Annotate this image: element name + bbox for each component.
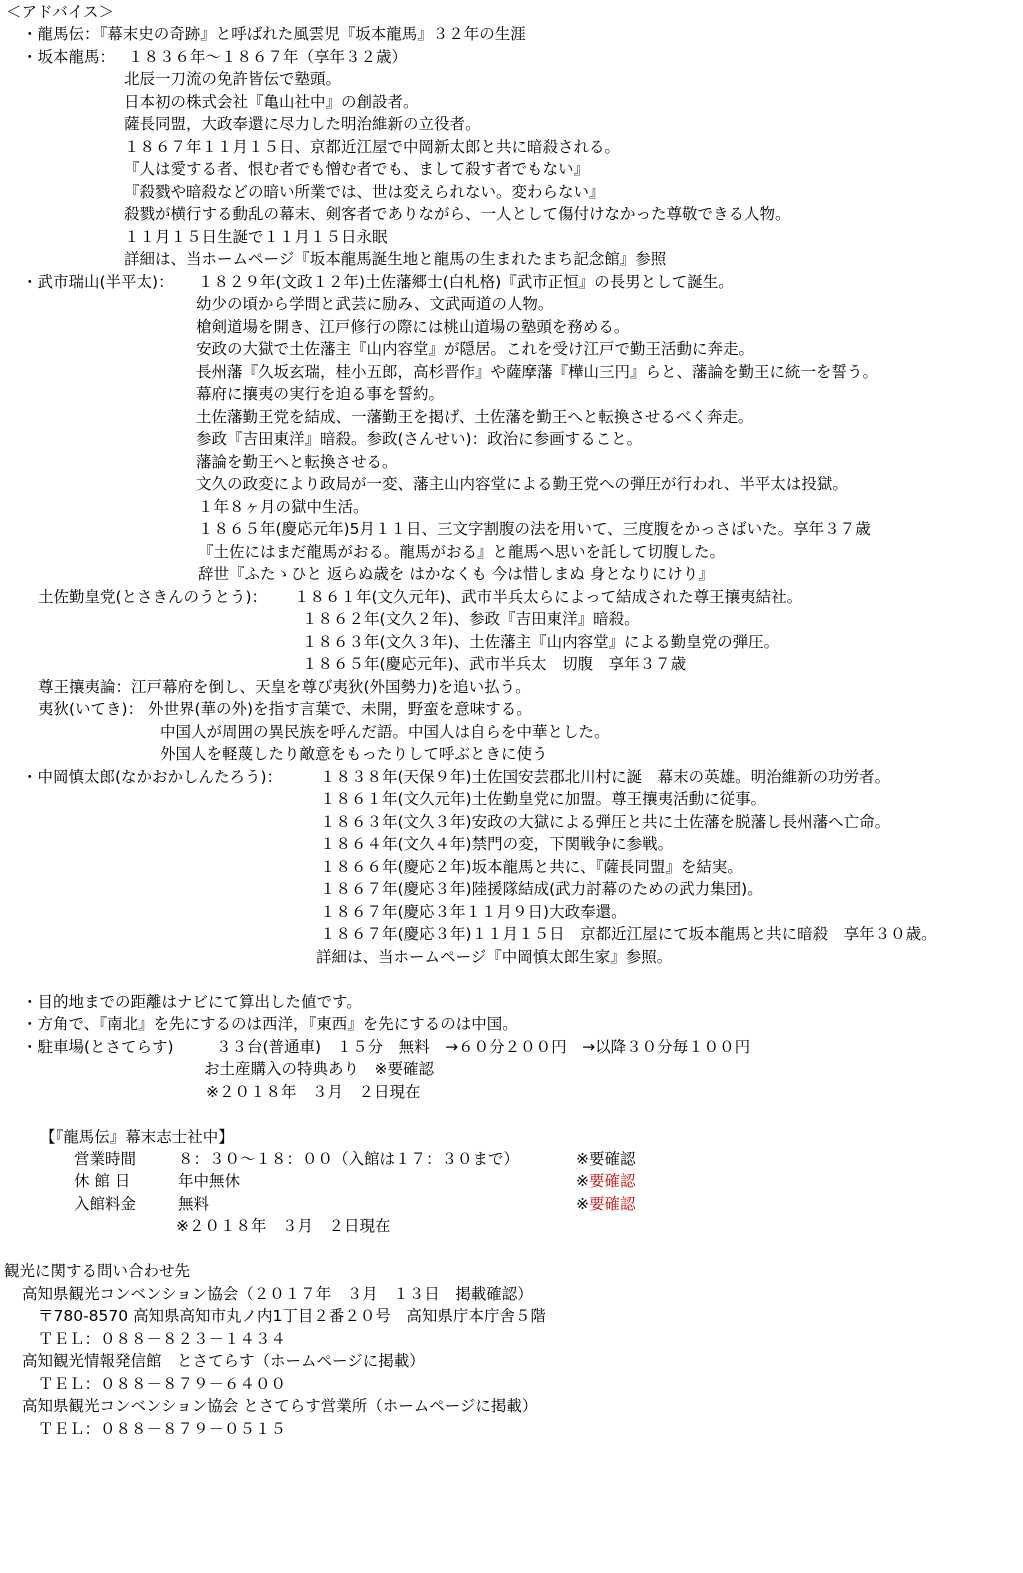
takechi-label: ・武市瑞山(半平太)： (22, 273, 174, 291)
kinnoutou-label: 土佐勤皇党(とさきんのうとう)： (38, 588, 268, 606)
ryoumaden-line: ・龍馬伝：『幕末史の奇跡』と呼ばれた風雲児『坂本龍馬』３２年の生涯 (22, 25, 526, 43)
sakamoto-line: １８３６年～１８６７年（享年３２歳） (128, 48, 408, 66)
nakaoka-label: ・中岡慎太郎(なかおかしんたろう)： (22, 768, 283, 786)
nakaoka-line: １８６７年(慶応３年)１１月１５日 京都近江屋にて坂本龍馬と共に暗殺 享年３０歳。 (320, 925, 937, 943)
contact-org: 高知県観光コンベンション協会 とさてらす営業所（ホームページに掲載） (22, 1397, 538, 1415)
facility-row-note (576, 1171, 636, 1193)
facility-row-note: ※要確認 (576, 1150, 636, 1168)
nakaoka-line: １８６７年(慶応３年１１月９日)大政奉還。 (320, 903, 627, 921)
iteki-line: 外国人を軽蔑したり敵意をもったりして呼ぶときに使う (160, 745, 548, 763)
sonnou-line: 尊王攘夷論：江戸幕府を倒し、天皇を尊び夷狄(外国勢力)を追い払う。 (38, 678, 531, 696)
iteki-line: 中国人が周囲の異民族を呼んだ語。中国人は自らを中華とした。 (160, 723, 610, 741)
sakamoto-line: 『殺戮や暗殺などの暗い所業では、世は変えられない。変わらない』 (124, 183, 605, 201)
kinnoutou-line: １８６３年(文久３年)、土佐藩主『山内容堂』による勤皇党の弾圧。 (302, 633, 780, 651)
takechi-line: 幕府に攘夷の実行を迫る事を誓約。 (196, 385, 445, 403)
facility-row-label: 入館料金 (74, 1195, 137, 1213)
contact-tel: ＴＥＬ：０８８－８７９－６４００ (38, 1375, 287, 1393)
contact-tel: ＴＥＬ：０８８－８７９－０５１５ (38, 1420, 287, 1438)
takechi-line: 安政の大獄で土佐藩主『山内容堂』が隠居。これを受け江戸で勤王活動に奔走。 (196, 340, 755, 358)
takechi-line: 長州藩『久坂玄瑞，桂小五郎，高杉晋作』や薩摩藩『樺山三円』らと、藩論を勤王に統一を誓う。 (196, 363, 879, 381)
facility-row-note (576, 1194, 636, 1216)
facility-row-value: ８：３０～１８：００（入館は１７：３０まで） (178, 1150, 520, 1168)
note-highlight: 要確認 (589, 1172, 636, 1190)
takechi-line: 辞世『ふたゝひと 返らぬ歳を はかなくも 今は惜しまぬ 身となりにけり』 (198, 565, 714, 583)
sakamoto-line: 北辰一刀流の免許皆伝で塾頭。 (124, 70, 342, 88)
kinnoutou-line: １８６２年(文久２年)、参政『吉田東洋』暗殺。 (302, 610, 640, 628)
contact-org: 高知観光情報発信館 とさてらす（ホームページに掲載） (22, 1352, 425, 1370)
parking-line: お土産購入の特典あり ※要確認 (204, 1060, 434, 1078)
sakamoto-line: 『人は愛する者、恨む者でも憎む者でも、まして殺す者でもない』 (124, 160, 590, 178)
sakamoto-line: １８６７年１１月１５日、京都近江屋で中岡新太郎と共に暗殺される。 (124, 138, 621, 156)
nakaoka-line: １８６６年(慶応２年)坂本龍馬と共に、『薩長同盟』を結実。 (320, 858, 743, 876)
sakamoto-line: 日本初の株式会社『亀山社中』の創設者。 (124, 93, 419, 111)
sakamoto-line: 殺戮が横行する動乱の幕末、剣客者でありながら、一人として傷付けなかった尊敬できる人物。 (124, 205, 791, 223)
iteki-line: 外世界(華の外)を指す言葉で、未開，野蛮を意味する。 (148, 700, 532, 718)
sakamoto-line: １１月１５日生誕で１１月１５日永眠 (124, 228, 388, 246)
contact-tel: ＴＥＬ：０８８－８２３－１４３４ (38, 1330, 287, 1348)
takechi-line: 『土佐にはまだ龍馬がおる。龍馬がおる』と龍馬へ思いを託して切腹した。 (198, 543, 726, 561)
facility-row-value: 無料 (178, 1195, 210, 1213)
takechi-line: 幼少の頃から学問と武芸に励み、文武両道の人物。 (196, 295, 554, 313)
kinnoutou-line: １８６１年(文久元年)、武市半兵太らによって結成された尊王攘夷結社。 (294, 588, 803, 606)
parking-line: ※２０１８年 ３月 ２日現在 (206, 1083, 421, 1101)
nakaoka-line: １８６３年(文久３年)安政の大獄による弾圧と共に土佐藩を脱藩し長州藩へ亡命。 (320, 813, 891, 831)
nakaoka-line: １８６４年(文久４年)禁門の変，下関戦争に参戦。 (320, 835, 674, 853)
direction-note: ・方角で、『南北』を先にするのは西洋，『東西』を先にするのは中国。 (22, 1015, 518, 1033)
takechi-line: １年８ヶ月の獄中生活。 (198, 498, 369, 516)
facility-row-value: 年中無休 (178, 1172, 241, 1190)
note-highlight: 要確認 (589, 1195, 636, 1213)
kinnoutou-line: １８６５年(慶応元年)、武市半兵太 切腹 享年３７歳 (302, 655, 687, 673)
contact-address: 〒780-8570 高知県高知市丸ノ内1丁目２番２０号 高知県庁本庁舎５階 (38, 1307, 546, 1325)
nakaoka-line: １８６７年(慶応３年)陸援隊結成(武力討幕のための武力集団)。 (320, 880, 763, 898)
distance-note: ・目的地までの距離はナビにて算出した値です。 (22, 993, 362, 1011)
facility-title: 【『龍馬伝』幕末志士社中】 (40, 1128, 234, 1146)
facility-row-label: 営業時間 (74, 1150, 137, 1168)
parking-line: ３３台(普通車) １５分 無料 →６０分２００円 →以降３０分毎１００円 (216, 1038, 751, 1056)
nakaoka-line: 詳細は、当ホームページ『中岡慎太郎生家』参照。 (316, 948, 673, 966)
sakamoto-line: 詳細は、当ホームページ『坂本龍馬誕生地と龍馬の生まれたまち記念館』参照 (124, 250, 667, 268)
facility-as-of: ※２０１８年 ３月 ２日現在 (176, 1217, 391, 1235)
sakamoto-label: ・坂本龍馬： (22, 48, 116, 66)
nakaoka-line: １８３８年(天保９年)土佐国安芸郡北川村に誕 幕末の英雄。明治維新の功労者。 (320, 768, 891, 786)
contact-org: 高知県観光コンベンション協会（２０１７年 ３月 １３日 掲載確認） (22, 1285, 533, 1303)
takechi-line: １８２９年(文政１２年)土佐藩郷士(白札格)『武市正恒』の長男として誕生。 (198, 273, 734, 291)
parking-label: ・駐車場(とさてらす) (22, 1038, 174, 1056)
sakamoto-line: 薩長同盟，大政奉還に尽力した明治維新の立役者。 (124, 115, 481, 133)
takechi-line: １８６５年(慶応元年)5月１１日、三文字割腹の法を用いて、三度腹をかっさばいた。享年３７歳 (198, 520, 871, 538)
contact-heading: 観光に関する問い合わせ先 (4, 1262, 191, 1280)
advice-heading: ＜アドバイス＞ (6, 3, 115, 21)
takechi-line: 参政『吉田東洋』暗殺。参政(さんせい)：政治に参画すること。 (196, 430, 643, 448)
takechi-line: 藩論を勤王へと転換させる。 (196, 453, 398, 471)
takechi-line: 文久の政変により政局が一変、藩主山内容堂による勤王党への弾圧が行われ、半平太は投獄。 (196, 475, 848, 493)
takechi-line: 土佐藩勤王党を結成、一藩勤王を掲げ、土佐藩を勤王へと転換させるべく奔走。 (196, 408, 754, 426)
nakaoka-line: １８６１年(文久元年)土佐勤皇党に加盟。尊王攘夷活動に従事。 (320, 790, 767, 808)
takechi-line: 槍剣道場を開き、江戸修行の際には桃山道場の塾頭を務める。 (196, 318, 630, 336)
note-prefix: ※ (576, 1172, 589, 1190)
note-prefix: ※ (576, 1195, 589, 1213)
facility-row-label: 休 館 日 (74, 1172, 131, 1190)
iteki-label: 夷狄(いてき)： (38, 700, 144, 718)
